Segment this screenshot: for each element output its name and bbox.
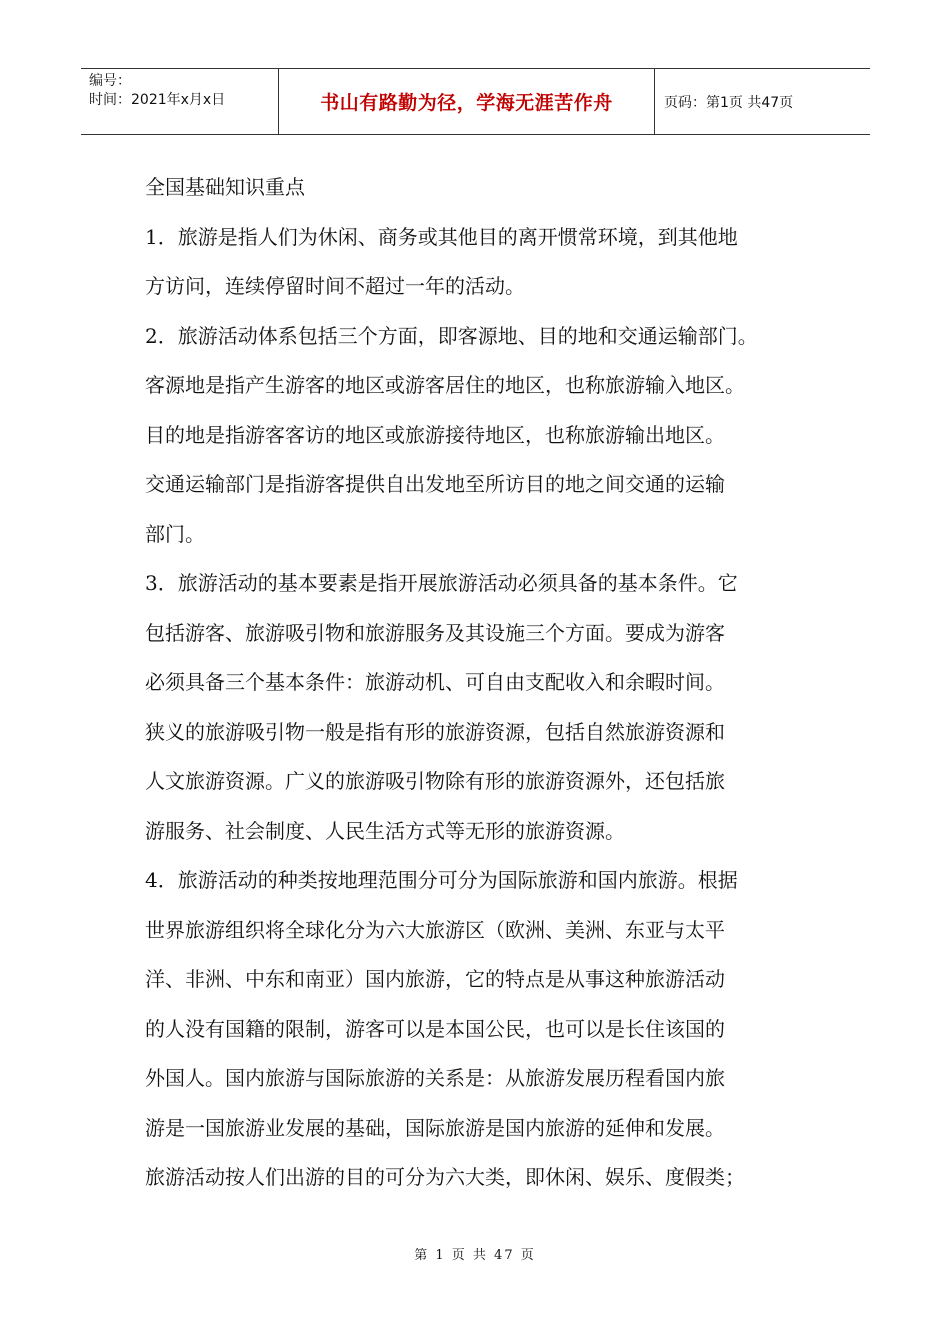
text-line: 部门。	[145, 521, 205, 546]
text-line: 2．旅游活动体系包括三个方面，即客源地、目的地和交通运输部门。	[145, 323, 758, 348]
page-header	[81, 68, 870, 135]
text-line: 的人没有国籍的限制，游客可以是本国公民，也可以是长住该国的	[145, 1016, 725, 1041]
text-line: 旅游活动按人们出游的目的可分为六大类，即休闲、娱乐、度假类；	[145, 1165, 745, 1189]
header-meta	[81, 69, 279, 134]
text-line: 客源地是指产生游客的地区或游客居住的地区，也称旅游输入地区。	[145, 373, 745, 397]
text-line: 游服务、社会制度、人民生活方式等无形的旅游资源。	[145, 818, 625, 843]
text-line: 游是一国旅游业发展的基础，国际旅游是国内旅游的延伸和发展。	[145, 1115, 725, 1140]
text-line: 4．旅游活动的种类按地理范围分可分为国际旅游和国内旅游。根据	[145, 868, 738, 892]
document-number-label: 编号：	[89, 73, 131, 89]
text-line: 狭义的旅游吸引物一般是指有形的旅游资源，包括自然旅游资源和	[145, 719, 725, 744]
text-line: 交通运输部门是指游客提供自出发地至所访目的地之间交通的运输	[145, 472, 725, 496]
text-line: 必须具备三个基本条件：旅游动机、可自由支配收入和余暇时间。	[145, 670, 725, 694]
header-page-info: 页码：第1页 共47页	[664, 94, 794, 111]
text-line: 3．旅游活动的基本要素是指开展旅游活动必须具备的基本条件。它	[145, 571, 738, 595]
document-date: 时间：2021年x月x日	[89, 92, 226, 108]
document-body	[145, 163, 825, 1203]
text-line: 洋、非洲、中东和南亚）国内旅游，它的特点是从事这种旅游活动	[145, 967, 725, 991]
text-line: 方访问，连续停留时间不超过一年的活动。	[145, 274, 525, 298]
text-line: 世界旅游组织将全球化分为六大旅游区（欧洲、美洲、东亚与太平	[145, 917, 725, 942]
text-line: 外国人。国内旅游与国际旅游的关系是：从旅游发展历程看国内旅	[145, 1066, 725, 1090]
document-title: 全国基础知识重点	[145, 175, 305, 199]
text-line: 包括游客、旅游吸引物和旅游服务及其设施三个方面。要成为游客	[145, 620, 725, 645]
text-line: 1．旅游是指人们为休闲、商务或其他目的离开惯常环境，到其他地	[145, 224, 738, 249]
header-motto: 书山有路勤为径，学海无涯苦作舟	[279, 69, 655, 134]
text-line: 目的地是指游客客访的地区或旅游接待地区，也称旅游输出地区。	[145, 422, 725, 447]
text-line: 人文旅游资源。广义的旅游吸引物除有形的旅游资源外，还包括旅	[145, 769, 725, 793]
page-footer: 第 1 页 共 47 页	[414, 1248, 536, 1263]
